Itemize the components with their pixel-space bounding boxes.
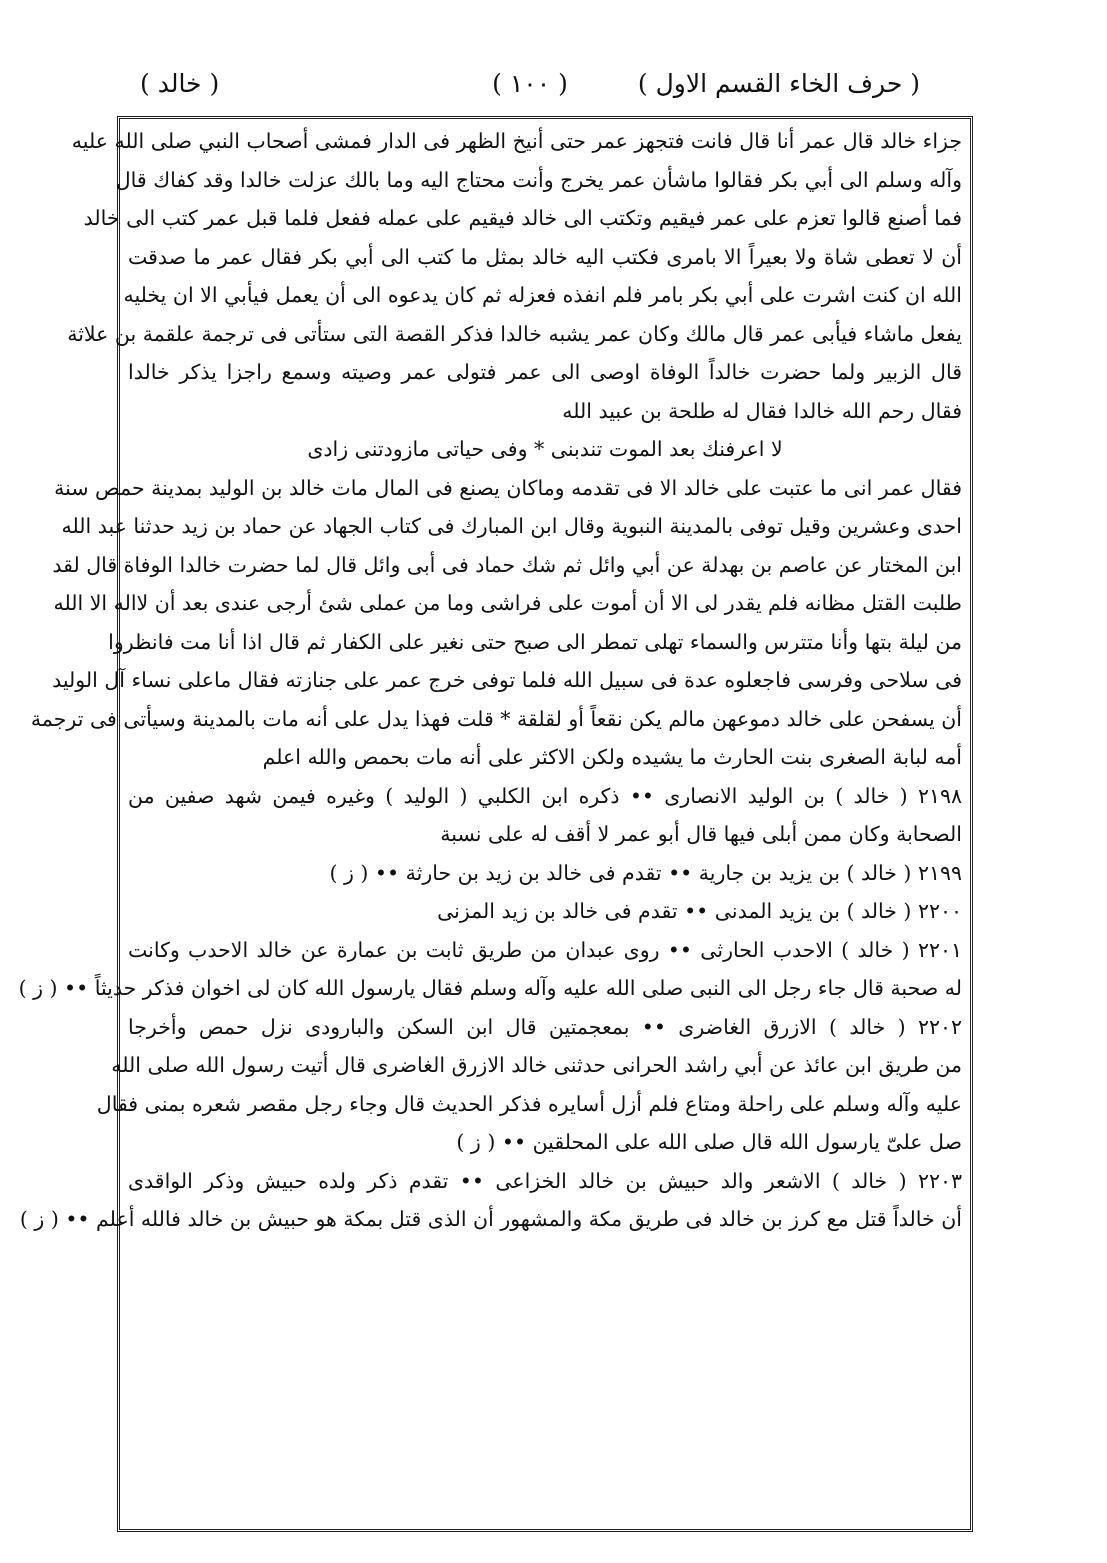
entry-2202-line: ٢٢٠٢ ( خالد ) الازرق الغاضرى •• بمعجمتين قال ابن السكن والبارودى نزل حمص وأخرجا [128, 1014, 962, 1039]
text-line: أمه لبابة الصغرى بنت الحارث ما يشيده ولكن الاكثر على أنه مات بحمص والله اعلم [262, 745, 962, 769]
text-line: يفعل ماشاء فيأبى عمر قال مالك وكان عمر يشبه خالدا فذكر القصة التى ستأتى فى ترجمة علقمة بن علاثة [67, 321, 962, 346]
entry-2203-line: ٢٢٠٣ ( خالد ) الاشعر والد حبيش بن خالد الخزاعى •• تقدم ذكر ولده حبيش وذكر الواقدى [128, 1168, 962, 1193]
poetry-verse: لا اعرفنك بعد الموت تندبنى * وفى حياتى مازودتنى زادى [307, 437, 783, 461]
page-body [18, 122, 962, 1239]
entry-2201-line: ٢٢٠١ ( خالد ) الاحدب الحارثى •• روى عبدان من طريق ثابت بن عمارة عن خالد الاحدب وكانت [128, 937, 962, 962]
text-line: ابن المختار عن عاصم بن بهدلة عن أبي وائل ثم شك حماد فى أبى وائل قال لما حضرت خالدا الوفاة قال لقد [52, 552, 962, 577]
page-header [140, 62, 920, 106]
text-line: فقال عمر انى ما عتبت على خالد الا فى تقدمه وماكان يصنع فى المال مات خالد بن الوليد بمدينة حمص سنة [54, 475, 962, 500]
entry-2202-line: من طريق ابن عائذ عن أبي راشد الحرانى حدثنى خالد الازرق الغاضرى قال أتيت رسول الله صلى الله [111, 1053, 962, 1077]
text-line: الله ان كنت اشرت على أبي بكر بامر فلم انفذه فعزله ثم كان يدعوه الى أن يعمل فيأبي الا ان يخليه [123, 283, 962, 307]
text-line: أن لا تعطى شاة ولا بعيراً الا بامرى فكتب اليه خالد بمثل ما كتب الى أبي بكر فقال عمر ما صدقت [128, 244, 962, 269]
text-line: فما أصنع قالوا تعزم على عمر فيقيم وتكتب الى خالد فيقيم على عمله ففعل فلما قبل عمر كتب الى خالد [83, 206, 962, 230]
text-line: من ليلة بتها وأنا متترس والسماء تهلى تمطر الى صبح حتى نغير على الكفار ثم قال اذا أنا مت فانظروا [108, 629, 962, 654]
running-head-entry: ( خالد ) [140, 69, 220, 98]
entry-2198-line: الصحابة وكان ممن أبلى فيها قال أبو عمر لا أقف له على نسبة [440, 822, 962, 846]
section-title: ( حرف الخاء القسم الاول ) [637, 69, 920, 98]
text-line: فقال رحم الله خالدا فقال له طلحة بن عبيد الله [562, 398, 962, 423]
entry-2200-line: ٢٢٠٠ ( خالد ) بن يزيد المدنى •• تقدم فى خالد بن زيد المزنى [437, 899, 962, 923]
entry-2201-line: له صحبة قال جاء رجل الى النبى صلى الله عليه وآله وسلم فقال يارسول الله كان لى اخوان فذكر حديثاً •• ( ز ) [18, 976, 962, 1000]
text-line: جزاء خالد قال عمر أنا قال فانت فتجهز عمر حتى أنيخ الظهر فى الدار فمشى أصحاب النبي صلى الله عليه [71, 129, 962, 153]
entry-2202-line: صل علىّ يارسول الله قال صلى الله على المحلقين •• ( ز ) [456, 1130, 962, 1154]
text-line: احدى وعشرين وقيل توفى بالمدينة النبوية وقال ابن المبارك فى كتاب الجهاد عن حماد بن زيد حدثنا عبد الله [61, 514, 962, 538]
entry-2198-line: ٢١٩٨ ( خالد ) بن الوليد الانصارى •• ذكره ابن الكلبي ( الوليد ) وغيره فيمن شهد صفين من [128, 783, 962, 808]
text-line: قال الزبير ولما حضرت خالداً الوفاة اوصى الى عمر فتولى عمر وصيته وسمع راجزا يذكر خالدا [128, 360, 962, 384]
text-line: أن يسفحن على خالد دموعهن مالم يكن نقعاً أو لقلقة * قلت فهذا يدل على أنه مات بالمدينة وسيأتى فى ترجمة [30, 706, 962, 731]
text-line: وآله وسلم الى أبي بكر فقالوا ماشأن عمر يخرج وأنت محتاج اليه وما بالك عزلت خالدا وقد كفاك قال [115, 167, 962, 192]
page-number: ( ١٠٠ ) [492, 69, 568, 98]
entry-2199-line: ٢١٩٩ ( خالد ) بن يزيد بن جارية •• تقدم فى خالد بن زيد بن حارثة •• ( ز ) [329, 860, 962, 885]
text-line: فى سلاحى وفرسى فاجعلوه عدة فى سبيل الله فلما توفى خرج عمر على جنازته فقال ماعلى نساء آل الوليد [52, 668, 962, 692]
entry-2203-line: أن خالداً قتل مع كرز بن خالد فى طريق مكة والمشهور أن الذى قتل بمكة هو حبيش بن خالد فالله أعلم •• ( ز ) [19, 1207, 962, 1231]
text-line: طلبت القتل مظانه فلم يقدر لى الا أن أموت على فراشى وما من عملى شئ أرجى عندى بعد أن لااله الا الله [53, 591, 962, 615]
entry-2202-line: عليه وآله وسلم على راحلة ومتاع فلم أزل أسايره فذكر الحديث قال وجاء رجل مقصر شعره بمنى فقال [96, 1091, 962, 1116]
